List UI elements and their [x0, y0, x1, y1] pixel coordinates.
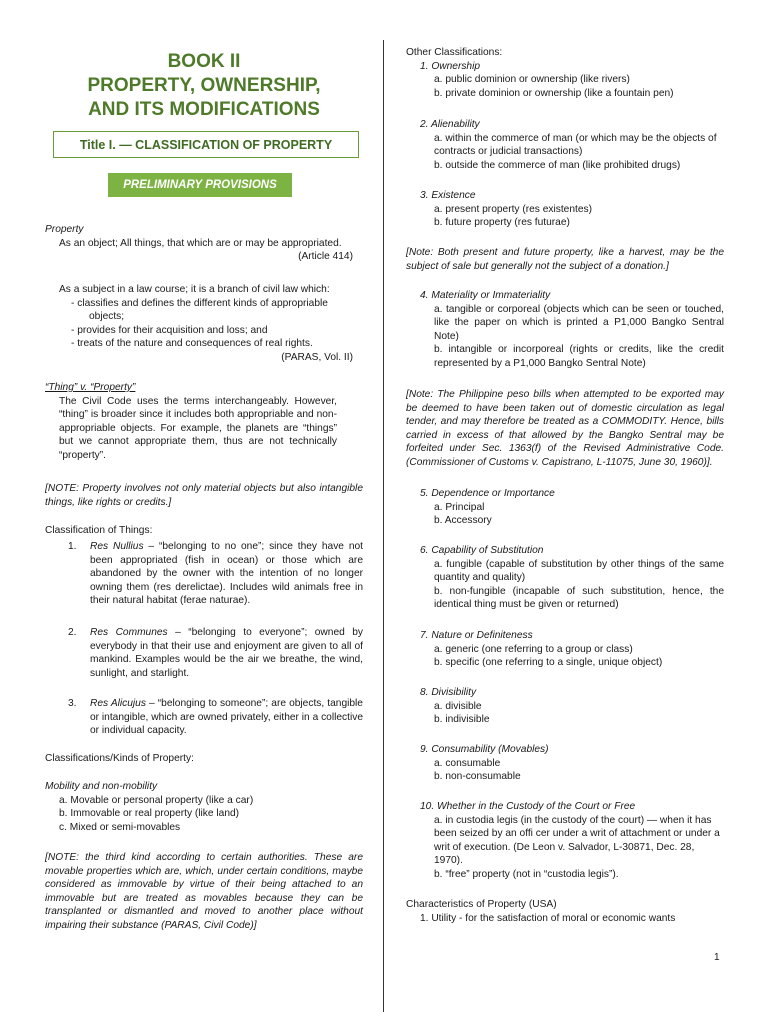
- thing-num-2: 2.: [68, 627, 77, 638]
- group-1-item-a: a. public dominion or ownership (like rivers): [434, 74, 630, 86]
- group-9-heading: 9. Consumability (Movables): [420, 744, 549, 755]
- group-10-item-a: a. in custodia legis (in the custody of the court) — when it has been seized by an offi cer under a writ of attachment or under a writ of execution. (De Leon v. Salvador, L-30871, Dec. 28, 1970).: [434, 814, 720, 867]
- group-8-item-b: b. indivisible: [434, 714, 490, 726]
- group-5-item-b: b. Accessory: [434, 515, 492, 527]
- thing-item-3: [68, 697, 363, 738]
- group-7: [406, 629, 724, 670]
- group-3: [406, 189, 724, 230]
- bullet-1: - classifies and defines the different kinds of appropriable: [71, 297, 328, 309]
- page-number: 1: [714, 952, 720, 963]
- book-number: BOOK II: [167, 51, 241, 72]
- group-3-item-a: a. present property (res existentes): [434, 203, 592, 215]
- mobility-section: [45, 780, 363, 834]
- thing-num-3: 3.: [68, 698, 77, 709]
- thing-text-3: – “belonging to someone”; are objects, tangible or intangible, which are owned privately, either in a collective or individual capacity.: [90, 698, 363, 737]
- thing-section: [45, 381, 363, 463]
- group-6: [406, 544, 724, 612]
- column-divider: [383, 40, 384, 1012]
- group-7-item-b: b. specific (one referring to a single, unique object): [434, 657, 663, 669]
- characteristics-item-1: 1. Utility - for the satisfaction of moral or economic wants: [420, 912, 676, 924]
- group-6-item-a: a. fungible (capable of substitution by other things of the same quantity and quality): [434, 558, 724, 584]
- other-heading: Other Classifications:: [406, 47, 503, 58]
- thing-item-2: [68, 626, 363, 680]
- group-10-heading: 10. Whether in the Custody of the Court or Free: [420, 801, 636, 812]
- group-1-item-b: b. private dominion or ownership (like a fountain pen): [434, 87, 674, 99]
- group-2: [406, 118, 724, 172]
- group-5: [406, 487, 724, 528]
- thing-text-1: – “belonging to no one”; since they have not been appropriated (fish in ocean) or those which are abandoned by the owner with the intention of no longer owning them (res derelictae). Includes wild animals free in their natural habitat (ferae naturae).: [90, 541, 363, 607]
- group-10: [406, 800, 724, 882]
- object-definition: As an object; All things, that which are or may be appropriated.: [59, 237, 342, 249]
- group-1-heading: 1. Ownership: [420, 60, 481, 72]
- thing-heading: “Thing” v. “Property”: [45, 382, 136, 393]
- group-3-item-b: b. future property (res futurae): [434, 217, 570, 229]
- title-box: Title I. — CLASSIFICATION OF PROPERTY: [53, 131, 359, 158]
- group-6-item-b: b. non-fungible (incapable of such substitution, hence, the identical thing must be given or returned): [434, 585, 724, 611]
- group-5-heading: 5. Dependence or Importance: [420, 488, 555, 499]
- group-4: [406, 289, 724, 371]
- property-heading: Property: [45, 224, 84, 235]
- thing-num-1: 1.: [68, 541, 77, 552]
- mobility-heading: Mobility and non-mobility: [45, 781, 158, 792]
- article-citation: (Article 414): [298, 251, 353, 263]
- thing-text-2: – “belonging to everyone”; owned by everybody in that their use and enjoyment are given to all of mankind. Examples would be the air we breathe, the wind, sunlight, and starlight.: [90, 627, 363, 679]
- mobility-item-b: b. Immovable or real property (like land): [59, 808, 240, 820]
- book-title-line2: AND ITS MODIFICATIONS: [88, 99, 320, 120]
- bullet-1-cont: objects;: [89, 311, 125, 323]
- group-2-item-a: a. within the commerce of man (or which may be the objects of contracts or judicial transactions): [434, 132, 717, 158]
- note-2: [NOTE: the third kind according to certain authorities. These are movable properties which are, which, under certain conditions, maybe considered as immovable by virtue of their being attached to an immovable but are treated as movables because they can be transplanted or dismantled and moved to another place without impairing their substance (PARAS, Civil Code)]: [45, 852, 363, 931]
- bullet-3: - treats of the nature and consequences of real rights.: [71, 338, 313, 350]
- group-7-heading: 7. Nature or Definiteness: [420, 630, 533, 641]
- subject-definition: As a subject in a law course; it is a branch of civil law which:: [59, 284, 330, 295]
- group-4-item-a: a. tangible or corporeal (objects which can be seen or touched, like the paper on which is printed a P1,000 Bangko Sentral Note): [434, 303, 724, 342]
- group-5-item-a: a. Principal: [434, 501, 485, 513]
- thing-term-2: Res Communes: [90, 627, 168, 638]
- note-3: [Note: Both present and future property, like a harvest, may be the subject of sale but generally not the subject of a donation.]: [406, 247, 724, 272]
- characteristics-section: [406, 898, 724, 925]
- paras-citation: (PARAS, Vol. II): [281, 351, 353, 363]
- mobility-item-c: c. Mixed or semi-movables: [59, 821, 181, 833]
- note-1: [NOTE: Property involves not only material objects but also intangible things, like rights or credits.]: [45, 483, 363, 508]
- group-8-item-a: a. divisible: [434, 700, 482, 712]
- mobility-item-a: a. Movable or personal property (like a car): [59, 794, 254, 806]
- bullet-2: - provides for their acquisition and loss; and: [71, 324, 268, 336]
- group-9-item-a: a. consumable: [434, 757, 501, 769]
- note-4: [Note: The Philippine peso bills when attempted to be exported may be deemed to have been taken out of domestic circulation as legal tender, and may therefore be treated as a COMMODITY. Hence, bills carried in excess of that allowed by the Bangko Sentral may be forfeited under Sec. 1363(f) of the Revised Administrative Code. (Commissioner of Customs v. Capistrano, L-11075, June 30, 1960)].: [406, 389, 724, 468]
- thing-paragraph: The Civil Code uses the terms interchangeably. However, “thing” is broader since it includes both appropriable and non-appropriable objects. For example, the planets are “things” but we cannot appropriate them, thus are not technically “property”.: [59, 395, 337, 461]
- kinds-heading: Classifications/Kinds of Property:: [45, 753, 194, 764]
- group-8: [406, 686, 724, 727]
- group-2-heading: 2. Alienability: [420, 119, 480, 130]
- book-heading: [45, 50, 363, 122]
- preliminary-provisions-banner: PRELIMINARY PROVISIONS: [108, 173, 292, 197]
- other-classifications: [406, 46, 724, 100]
- property-section: [45, 223, 363, 264]
- group-4-item-b: b. intangible or incorporeal (rights or credits, like the credit represented by a P1,000 Bangko Sentral Note): [434, 344, 724, 369]
- thing-term-3: Res Alicujus: [90, 698, 146, 709]
- book-title-line1: PROPERTY, OWNERSHIP,: [87, 75, 321, 96]
- characteristics-heading: Characteristics of Property (USA): [406, 899, 557, 910]
- group-7-item-a: a. generic (one referring to a group or class): [434, 643, 633, 655]
- classification-of-things: [45, 524, 363, 538]
- group-10-item-b: b. “free” property (not in “custodia legis”).: [434, 868, 619, 880]
- group-9-item-b: b. non-consumable: [434, 771, 521, 783]
- subject-section: [59, 283, 363, 365]
- thing-term-1: Res Nullius: [90, 541, 144, 552]
- group-4-heading: 4. Materiality or Immateriality: [420, 290, 551, 301]
- classification-heading: Classification of Things:: [45, 525, 153, 536]
- group-8-heading: 8. Divisibility: [420, 687, 477, 698]
- group-6-heading: 6. Capability of Substitution: [420, 545, 544, 556]
- group-3-heading: 3. Existence: [420, 190, 476, 201]
- thing-item-1: [68, 540, 363, 608]
- group-9: [406, 743, 724, 784]
- group-2-item-b: b. outside the commerce of man (like prohibited drugs): [434, 159, 681, 171]
